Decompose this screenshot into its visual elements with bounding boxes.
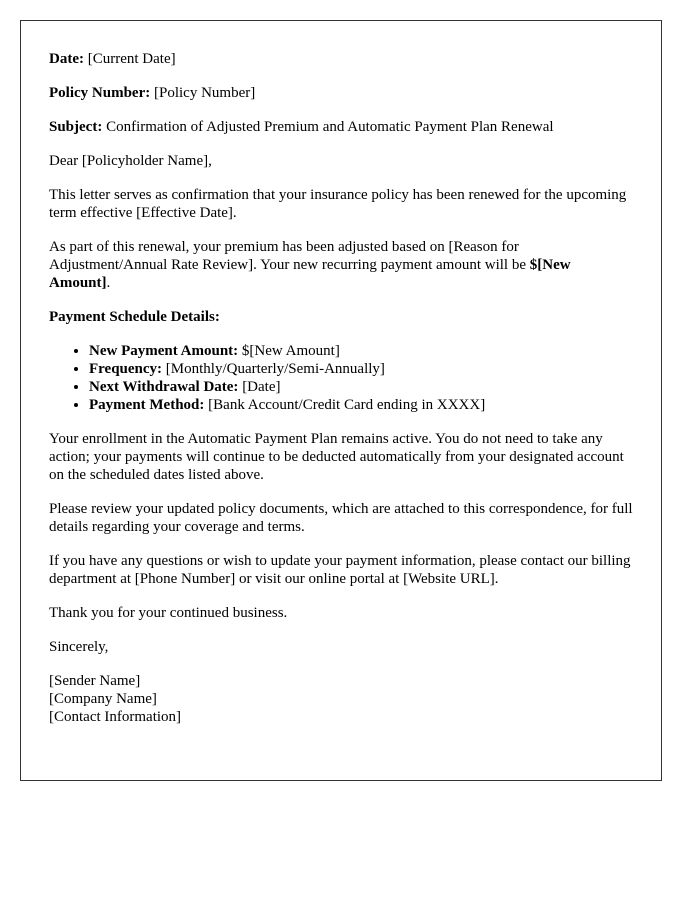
enrollment-paragraph: Your enrollment in the Automatic Payment Plan remains active. You do not need to take any action; your payments will continue to be deducted automatically from your designated account on the scheduled dates listed above. — [49, 431, 624, 483]
premium-adjustment-text: As part of this renewal, your premium has been adjusted based on [Reason for Adjustment/Annual Rate Review]. Your new recurring payment amount will be — [49, 239, 530, 273]
next-withdrawal-date-value: [Date] — [242, 379, 281, 395]
new-amount-text: $[New Amount] — [49, 257, 571, 291]
premium-adjustment-paragraph — [49, 238, 633, 292]
list-item — [89, 342, 633, 360]
policy-number-value: [Policy Number] — [153, 85, 256, 101]
confirmation-paragraph: This letter serves as confirmation that your insurance policy has been renewed for the upcoming term effective [Effective Date]. — [49, 187, 627, 221]
subject-label: Subject: — [49, 119, 103, 135]
list-item — [89, 396, 633, 414]
letter-page — [20, 20, 662, 781]
next-withdrawal-date-label: Next Withdrawal Date: — [89, 379, 239, 395]
policy-number-label: Policy Number: — [49, 85, 151, 101]
payment-method-value: [Bank Account/Credit Card ending in XXXX] — [208, 397, 486, 413]
frequency-label: Frequency: — [89, 361, 163, 377]
new-payment-amount-value: $[New Amount] — [241, 343, 340, 359]
contact-information: [Contact Information] — [49, 709, 182, 725]
date-value: [Current Date] — [87, 51, 176, 67]
contact-paragraph: If you have any questions or wish to update your payment information, please contact our billing department at [Phone Number] or visit our online portal at [Website URL]. — [49, 553, 631, 587]
premium-adjustment-end: . — [106, 275, 111, 291]
closing-line: Sincerely, — [49, 639, 109, 655]
list-item — [89, 360, 633, 378]
thanks-line: Thank you for your continued business. — [49, 605, 288, 621]
payment-schedule-list — [49, 342, 633, 414]
sender-name: [Sender Name] — [49, 673, 141, 689]
salutation: Dear [Policyholder Name], — [49, 153, 212, 169]
policy-documents-paragraph: Please review your updated policy documents, which are attached to this correspondence, for full details regarding your coverage and terms. — [49, 501, 633, 535]
date-label: Date: — [49, 51, 84, 67]
subject-value: Confirmation of Adjusted Premium and Automatic Payment Plan Renewal — [106, 119, 554, 135]
list-item — [89, 378, 633, 396]
signature-block — [49, 672, 633, 726]
policy-number-line — [49, 84, 633, 102]
subject-line — [49, 118, 633, 136]
new-payment-amount-label: New Payment Amount: — [89, 343, 239, 359]
payment-schedule-heading: Payment Schedule Details: — [49, 309, 220, 325]
date-line — [49, 50, 633, 68]
company-name: [Company Name] — [49, 691, 157, 707]
frequency-value: [Monthly/Quarterly/Semi-Annually] — [165, 361, 385, 377]
payment-method-label: Payment Method: — [89, 397, 205, 413]
